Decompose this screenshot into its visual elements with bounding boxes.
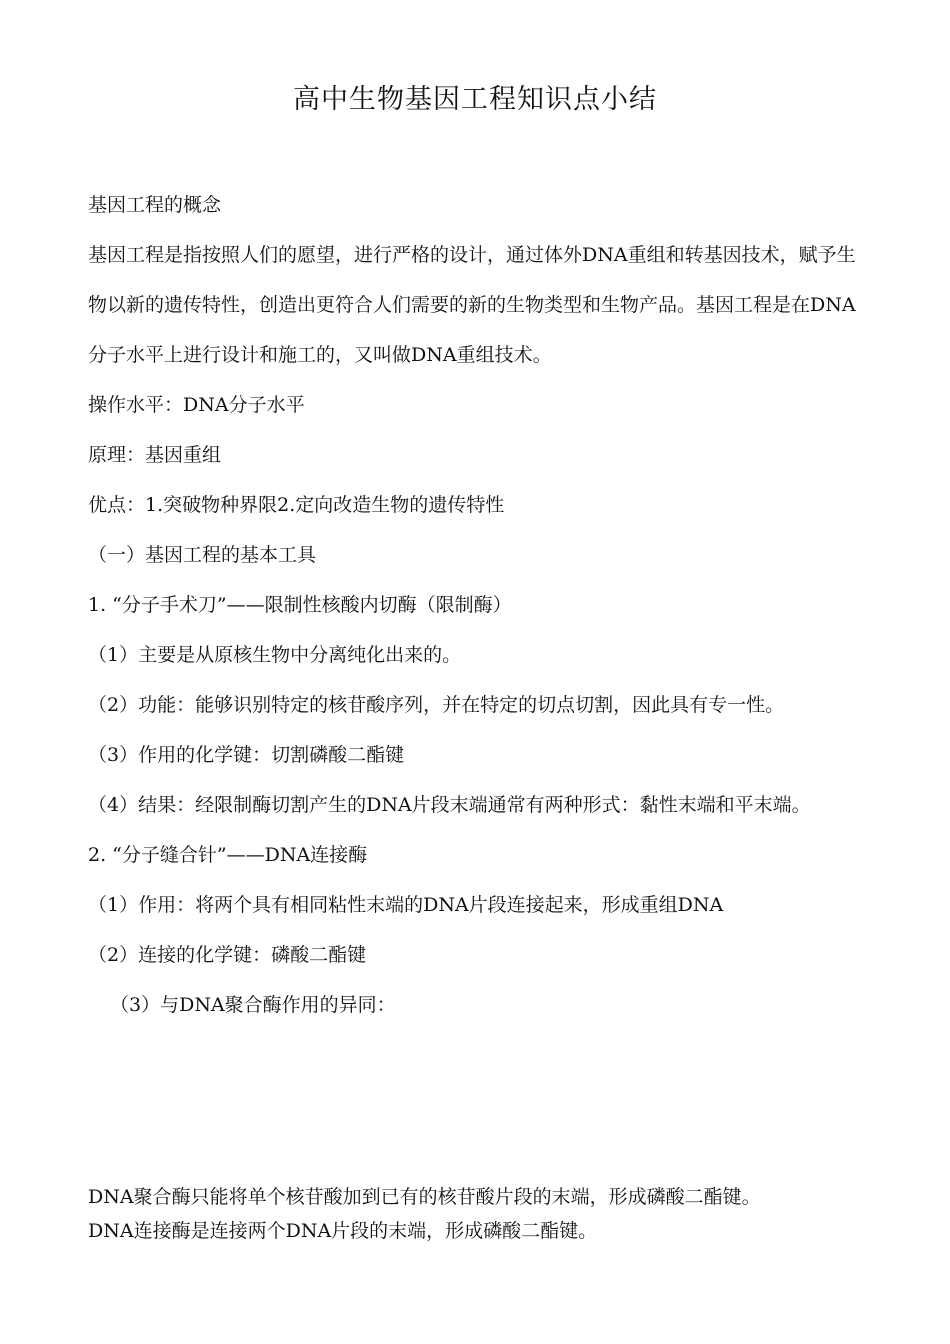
item-restriction-enzyme: 1. “分子手术刀”——限制性核酸内切酶（限制酶） <box>88 594 512 616</box>
paragraph-definition: 基因工程是指按照人们的愿望，进行严格的设计，通过体外DNA重组和转基因技术，赋予生物以新的遗传特性，创造出更符合人们需要的新的生物类型和生物产品。基因工程是在DNA分子水平上进行设计和施工的，又叫做DNA重组技术。 <box>88 244 856 366</box>
item-restriction-source: （1）主要是从原核生物中分离纯化出来的。 <box>88 644 462 666</box>
item-restriction-bond: （3）作用的化学键：切割磷酸二酯键 <box>88 744 405 766</box>
paragraph-advantages: 优点：1.突破物种界限2.定向改造生物的遗传特性 <box>88 494 505 516</box>
item-restriction-function: （2）功能：能够识别特定的核苷酸序列，并在特定的切点切割，因此具有专一性。 <box>88 694 785 716</box>
document-body <box>88 180 868 1030</box>
item-ligase-comparison: （3）与DNA聚合酶作用的异同： <box>110 994 396 1016</box>
item-ligase-bond: （2）连接的化学键：磷酸二酯键 <box>88 944 367 966</box>
document-closing <box>88 1180 868 1248</box>
section-heading-concept: 基因工程的概念 <box>88 194 222 216</box>
paragraph-principle: 原理：基因重组 <box>88 444 222 466</box>
item-restriction-result: （4）结果：经限制酶切割产生的DNA片段末端通常有两种形式：黏性末端和平末端。 <box>88 794 811 816</box>
closing-line-polymerase: DNA聚合酶只能将单个核苷酸加到已有的核苷酸片段的末端，形成磷酸二酯键。 <box>88 1186 761 1208</box>
section-heading-tools: （一）基因工程的基本工具 <box>88 544 317 566</box>
paragraph-operation-level: 操作水平：DNA分子水平 <box>88 394 305 416</box>
item-ligase: 2. “分子缝合针”——DNA连接酶 <box>88 844 368 866</box>
item-ligase-function: （1）作用：将两个具有相同粘性末端的DNA片段连接起来，形成重组DNA <box>88 894 724 916</box>
closing-line-ligase: DNA连接酶是连接两个DNA片段的末端，形成磷酸二酯键。 <box>88 1220 598 1242</box>
document-title: 高中生物基因工程知识点小结 <box>293 84 657 115</box>
